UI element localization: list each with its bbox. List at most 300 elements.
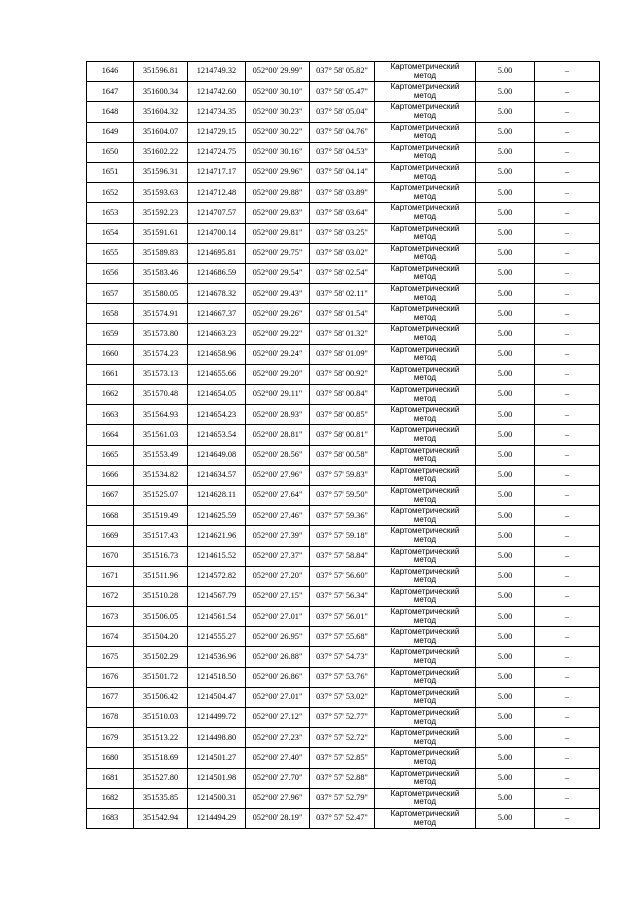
latitude-cell: 052°00' 27.96" bbox=[246, 465, 310, 485]
method-text-line: Картометрический bbox=[390, 607, 460, 617]
table-row bbox=[87, 82, 600, 102]
x-coordinate-cell: 351516.73 bbox=[134, 546, 188, 566]
x-coordinate-cell: 351535.85 bbox=[134, 788, 188, 808]
longitude-cell: 037° 58' 01.09" bbox=[310, 344, 375, 364]
accuracy-cell: 5.00 bbox=[476, 526, 535, 546]
longitude-cell: 037° 57' 59.18" bbox=[310, 526, 375, 546]
note-cell: – bbox=[535, 647, 600, 667]
longitude-cell: 037° 58' 05.04" bbox=[310, 102, 375, 122]
note-cell: – bbox=[535, 102, 600, 122]
method-text-line: метод bbox=[413, 333, 437, 343]
table-row bbox=[87, 465, 600, 485]
table-row bbox=[87, 162, 600, 182]
latitude-cell: 052°00' 27.01" bbox=[246, 687, 310, 707]
longitude-cell: 037° 58' 04.76" bbox=[310, 122, 375, 142]
method-text-line: Картометрический bbox=[390, 526, 460, 536]
table-row bbox=[87, 546, 600, 566]
accuracy-cell: 5.00 bbox=[476, 728, 535, 748]
method-text-line: Картометрический bbox=[390, 748, 460, 758]
method-cell bbox=[375, 405, 476, 425]
method-text-line: метод bbox=[413, 575, 437, 585]
longitude-cell: 037° 57' 58.84" bbox=[310, 546, 375, 566]
method-text-line: Картометрический bbox=[390, 728, 460, 738]
method-text-line: Картометрический bbox=[390, 546, 460, 556]
table-row bbox=[87, 223, 600, 243]
longitude-cell: 037° 57' 52.79" bbox=[310, 788, 375, 808]
point-number-cell: 1666 bbox=[87, 465, 134, 485]
method-text-line: метод bbox=[413, 171, 437, 181]
accuracy-cell: 5.00 bbox=[476, 808, 535, 828]
point-number-cell: 1676 bbox=[87, 667, 134, 687]
note-cell: – bbox=[535, 364, 600, 384]
method-text-line: Картометрический bbox=[390, 768, 460, 778]
note-cell: – bbox=[535, 506, 600, 526]
point-number-cell: 1673 bbox=[87, 607, 134, 627]
accuracy-cell: 5.00 bbox=[476, 667, 535, 687]
note-cell: – bbox=[535, 425, 600, 445]
x-coordinate-cell: 351573.80 bbox=[134, 324, 188, 344]
method-cell bbox=[375, 546, 476, 566]
y-coordinate-cell: 1214712.48 bbox=[188, 183, 246, 203]
accuracy-cell: 5.00 bbox=[476, 203, 535, 223]
table-row bbox=[87, 364, 600, 384]
method-cell bbox=[375, 586, 476, 606]
longitude-cell: 037° 57' 52.88" bbox=[310, 768, 375, 788]
latitude-cell: 052°00' 27.20" bbox=[246, 566, 310, 586]
table-body bbox=[87, 62, 600, 829]
y-coordinate-cell: 1214494.29 bbox=[188, 808, 246, 828]
table-row bbox=[87, 708, 600, 728]
table-row bbox=[87, 445, 600, 465]
note-cell: – bbox=[535, 566, 600, 586]
y-coordinate-cell: 1214717.17 bbox=[188, 162, 246, 182]
method-text-line: метод bbox=[413, 494, 437, 504]
note-cell: – bbox=[535, 768, 600, 788]
method-text-line: метод bbox=[413, 191, 437, 201]
method-text-line: метод bbox=[413, 615, 437, 625]
latitude-cell: 052°00' 29.20" bbox=[246, 364, 310, 384]
method-text-line: метод bbox=[413, 676, 437, 686]
method-text-line: метод bbox=[413, 70, 437, 80]
method-cell bbox=[375, 808, 476, 828]
accuracy-cell: 5.00 bbox=[476, 506, 535, 526]
method-cell bbox=[375, 304, 476, 324]
method-cell bbox=[375, 162, 476, 182]
x-coordinate-cell: 351517.43 bbox=[134, 526, 188, 546]
accuracy-cell: 5.00 bbox=[476, 546, 535, 566]
note-cell: – bbox=[535, 284, 600, 304]
y-coordinate-cell: 1214536.96 bbox=[188, 647, 246, 667]
method-text-line: Картометрический bbox=[390, 506, 460, 516]
x-coordinate-cell: 351510.03 bbox=[134, 708, 188, 728]
longitude-cell: 037° 58' 05.47" bbox=[310, 82, 375, 102]
method-text-line: метод bbox=[413, 534, 437, 544]
method-cell bbox=[375, 62, 476, 82]
method-cell bbox=[375, 263, 476, 283]
longitude-cell: 037° 58' 02.54" bbox=[310, 263, 375, 283]
point-number-cell: 1680 bbox=[87, 748, 134, 768]
method-text-line: Картометрический bbox=[390, 223, 460, 233]
accuracy-cell: 5.00 bbox=[476, 183, 535, 203]
point-number-cell: 1655 bbox=[87, 243, 134, 263]
method-cell bbox=[375, 82, 476, 102]
x-coordinate-cell: 351519.49 bbox=[134, 506, 188, 526]
x-coordinate-cell: 351602.22 bbox=[134, 142, 188, 162]
y-coordinate-cell: 1214707.57 bbox=[188, 203, 246, 223]
note-cell: – bbox=[535, 405, 600, 425]
accuracy-cell: 5.00 bbox=[476, 284, 535, 304]
accuracy-cell: 5.00 bbox=[476, 82, 535, 102]
longitude-cell: 037° 57' 55.68" bbox=[310, 627, 375, 647]
note-cell: – bbox=[535, 607, 600, 627]
longitude-cell: 037° 57' 56.60" bbox=[310, 566, 375, 586]
method-text-line: метод bbox=[413, 373, 437, 383]
x-coordinate-cell: 351574.23 bbox=[134, 344, 188, 364]
latitude-cell: 052°00' 29.88" bbox=[246, 183, 310, 203]
point-number-cell: 1647 bbox=[87, 82, 134, 102]
method-text-line: Картометрический bbox=[390, 385, 460, 394]
table-row bbox=[87, 344, 600, 364]
table-row bbox=[87, 788, 600, 808]
method-cell bbox=[375, 667, 476, 687]
x-coordinate-cell: 351553.49 bbox=[134, 445, 188, 465]
x-coordinate-cell: 351518.69 bbox=[134, 748, 188, 768]
latitude-cell: 052°00' 30.10" bbox=[246, 82, 310, 102]
point-number-cell: 1662 bbox=[87, 385, 134, 405]
longitude-cell: 037° 57' 54.73" bbox=[310, 647, 375, 667]
method-cell bbox=[375, 607, 476, 627]
note-cell: – bbox=[535, 485, 600, 505]
note-cell: – bbox=[535, 344, 600, 364]
accuracy-cell: 5.00 bbox=[476, 586, 535, 606]
y-coordinate-cell: 1214734.35 bbox=[188, 102, 246, 122]
y-coordinate-cell: 1214649.08 bbox=[188, 445, 246, 465]
note-cell: – bbox=[535, 142, 600, 162]
method-text-line: Картометрический bbox=[390, 324, 460, 334]
method-text-line: Картометрический bbox=[390, 203, 460, 213]
latitude-cell: 052°00' 27.39" bbox=[246, 526, 310, 546]
table-row bbox=[87, 263, 600, 283]
point-number-cell: 1664 bbox=[87, 425, 134, 445]
accuracy-cell: 5.00 bbox=[476, 62, 535, 82]
point-number-cell: 1646 bbox=[87, 62, 134, 82]
note-cell: – bbox=[535, 808, 600, 828]
method-text-line: метод bbox=[413, 110, 437, 120]
longitude-cell: 037° 58' 01.54" bbox=[310, 304, 375, 324]
y-coordinate-cell: 1214653.54 bbox=[188, 425, 246, 445]
method-text-line: Картометрический bbox=[390, 485, 460, 495]
accuracy-cell: 5.00 bbox=[476, 142, 535, 162]
latitude-cell: 052°00' 29.11" bbox=[246, 385, 310, 405]
table-row bbox=[87, 808, 600, 828]
latitude-cell: 052°00' 30.23" bbox=[246, 102, 310, 122]
method-text-line: Картометрический bbox=[390, 627, 460, 637]
accuracy-cell: 5.00 bbox=[476, 465, 535, 485]
table-row bbox=[87, 284, 600, 304]
method-cell bbox=[375, 768, 476, 788]
accuracy-cell: 5.00 bbox=[476, 223, 535, 243]
y-coordinate-cell: 1214654.05 bbox=[188, 385, 246, 405]
note-cell: – bbox=[535, 788, 600, 808]
x-coordinate-cell: 351583.46 bbox=[134, 263, 188, 283]
longitude-cell: 037° 58' 00.58" bbox=[310, 445, 375, 465]
latitude-cell: 052°00' 27.37" bbox=[246, 546, 310, 566]
method-cell bbox=[375, 243, 476, 263]
method-text-line: Картометрический bbox=[390, 263, 460, 273]
table-row bbox=[87, 506, 600, 526]
method-cell bbox=[375, 445, 476, 465]
latitude-cell: 052°00' 27.12" bbox=[246, 708, 310, 728]
method-text-line: метод bbox=[413, 131, 437, 141]
latitude-cell: 052°00' 27.64" bbox=[246, 485, 310, 505]
note-cell: – bbox=[535, 183, 600, 203]
accuracy-cell: 5.00 bbox=[476, 385, 535, 405]
point-number-cell: 1649 bbox=[87, 122, 134, 142]
table-row bbox=[87, 586, 600, 606]
x-coordinate-cell: 351573.13 bbox=[134, 364, 188, 384]
method-text-line: метод bbox=[413, 454, 437, 464]
x-coordinate-cell: 351580.05 bbox=[134, 284, 188, 304]
method-text-line: Картометрический bbox=[390, 304, 460, 314]
note-cell: – bbox=[535, 203, 600, 223]
y-coordinate-cell: 1214628.11 bbox=[188, 485, 246, 505]
x-coordinate-cell: 351542.94 bbox=[134, 808, 188, 828]
point-number-cell: 1670 bbox=[87, 546, 134, 566]
longitude-cell: 037° 58' 04.53" bbox=[310, 142, 375, 162]
longitude-cell: 037° 58' 05.82" bbox=[310, 62, 375, 82]
method-text-line: метод bbox=[413, 90, 437, 100]
method-cell bbox=[375, 142, 476, 162]
longitude-cell: 037° 58' 00.92" bbox=[310, 364, 375, 384]
point-number-cell: 1677 bbox=[87, 687, 134, 707]
accuracy-cell: 5.00 bbox=[476, 344, 535, 364]
longitude-cell: 037° 57' 56.34" bbox=[310, 586, 375, 606]
x-coordinate-cell: 351592.23 bbox=[134, 203, 188, 223]
x-coordinate-cell: 351504.20 bbox=[134, 627, 188, 647]
y-coordinate-cell: 1214625.59 bbox=[188, 506, 246, 526]
y-coordinate-cell: 1214634.57 bbox=[188, 465, 246, 485]
x-coordinate-cell: 351525.07 bbox=[134, 485, 188, 505]
table-row bbox=[87, 748, 600, 768]
longitude-cell: 037° 57' 53.76" bbox=[310, 667, 375, 687]
point-number-cell: 1653 bbox=[87, 203, 134, 223]
coordinates-table bbox=[86, 61, 600, 829]
method-cell bbox=[375, 203, 476, 223]
latitude-cell: 052°00' 30.16" bbox=[246, 142, 310, 162]
x-coordinate-cell: 351564.93 bbox=[134, 405, 188, 425]
method-cell bbox=[375, 485, 476, 505]
y-coordinate-cell: 1214695.81 bbox=[188, 243, 246, 263]
table-row bbox=[87, 324, 600, 344]
method-text-line: метод bbox=[413, 736, 437, 746]
method-cell bbox=[375, 788, 476, 808]
accuracy-cell: 5.00 bbox=[476, 102, 535, 122]
x-coordinate-cell: 351570.48 bbox=[134, 385, 188, 405]
longitude-cell: 037° 57' 52.72" bbox=[310, 728, 375, 748]
y-coordinate-cell: 1214724.75 bbox=[188, 142, 246, 162]
latitude-cell: 052°00' 29.99" bbox=[246, 62, 310, 82]
table-row bbox=[87, 607, 600, 627]
method-text-line: метод bbox=[413, 514, 437, 524]
note-cell: – bbox=[535, 728, 600, 748]
point-number-cell: 1671 bbox=[87, 566, 134, 586]
method-text-line: Картометрический bbox=[390, 122, 460, 132]
accuracy-cell: 5.00 bbox=[476, 788, 535, 808]
method-text-line: метод bbox=[413, 292, 437, 302]
note-cell: – bbox=[535, 586, 600, 606]
method-text-line: Картометрический bbox=[390, 183, 460, 193]
method-cell bbox=[375, 284, 476, 304]
latitude-cell: 052°00' 29.81" bbox=[246, 223, 310, 243]
method-text-line: Картометрический bbox=[390, 142, 460, 152]
point-number-cell: 1669 bbox=[87, 526, 134, 546]
x-coordinate-cell: 351511.96 bbox=[134, 566, 188, 586]
method-cell bbox=[375, 708, 476, 728]
method-text-line: метод bbox=[413, 797, 437, 807]
note-cell: – bbox=[535, 243, 600, 263]
x-coordinate-cell: 351596.81 bbox=[134, 62, 188, 82]
method-text-line: метод bbox=[413, 555, 437, 565]
longitude-cell: 037° 58' 00.84" bbox=[310, 385, 375, 405]
table-row bbox=[87, 405, 600, 425]
y-coordinate-cell: 1214501.98 bbox=[188, 768, 246, 788]
method-text-line: Картометрический bbox=[390, 102, 460, 112]
latitude-cell: 052°00' 28.93" bbox=[246, 405, 310, 425]
method-text-line: метод bbox=[413, 413, 437, 423]
latitude-cell: 052°00' 29.83" bbox=[246, 203, 310, 223]
method-text-line: метод bbox=[413, 232, 437, 242]
y-coordinate-cell: 1214504.47 bbox=[188, 687, 246, 707]
method-text-line: Картометрический bbox=[390, 284, 460, 294]
y-coordinate-cell: 1214499.72 bbox=[188, 708, 246, 728]
latitude-cell: 052°00' 29.96" bbox=[246, 162, 310, 182]
accuracy-cell: 5.00 bbox=[476, 364, 535, 384]
accuracy-cell: 5.00 bbox=[476, 768, 535, 788]
point-number-cell: 1661 bbox=[87, 364, 134, 384]
x-coordinate-cell: 351506.05 bbox=[134, 607, 188, 627]
point-number-cell: 1672 bbox=[87, 586, 134, 606]
table-row bbox=[87, 647, 600, 667]
point-number-cell: 1683 bbox=[87, 808, 134, 828]
method-text-line: Картометрический bbox=[390, 405, 460, 415]
method-text-line: метод bbox=[413, 474, 437, 484]
method-text-line: метод bbox=[413, 393, 437, 403]
method-text-line: Картометрический bbox=[390, 465, 460, 475]
x-coordinate-cell: 351589.83 bbox=[134, 243, 188, 263]
method-cell bbox=[375, 324, 476, 344]
y-coordinate-cell: 1214654.23 bbox=[188, 405, 246, 425]
method-cell bbox=[375, 687, 476, 707]
table-row bbox=[87, 142, 600, 162]
method-text-line: Картометрический bbox=[390, 586, 460, 596]
point-number-cell: 1678 bbox=[87, 708, 134, 728]
x-coordinate-cell: 351596.31 bbox=[134, 162, 188, 182]
latitude-cell: 052°00' 27.40" bbox=[246, 748, 310, 768]
note-cell: – bbox=[535, 546, 600, 566]
accuracy-cell: 5.00 bbox=[476, 324, 535, 344]
method-cell bbox=[375, 344, 476, 364]
note-cell: – bbox=[535, 748, 600, 768]
latitude-cell: 052°00' 27.46" bbox=[246, 506, 310, 526]
latitude-cell: 052°00' 26.95" bbox=[246, 627, 310, 647]
accuracy-cell: 5.00 bbox=[476, 566, 535, 586]
y-coordinate-cell: 1214742.60 bbox=[188, 82, 246, 102]
method-text-line: Картометрический bbox=[390, 708, 460, 717]
method-text-line: метод bbox=[413, 756, 437, 766]
table-row bbox=[87, 425, 600, 445]
y-coordinate-cell: 1214749.32 bbox=[188, 62, 246, 82]
x-coordinate-cell: 351501.72 bbox=[134, 667, 188, 687]
method-text-line: метод bbox=[413, 635, 437, 645]
x-coordinate-cell: 351591.61 bbox=[134, 223, 188, 243]
y-coordinate-cell: 1214561.54 bbox=[188, 607, 246, 627]
latitude-cell: 052°00' 29.75" bbox=[246, 243, 310, 263]
method-text-line: метод bbox=[413, 433, 437, 443]
y-coordinate-cell: 1214572.82 bbox=[188, 566, 246, 586]
point-number-cell: 1658 bbox=[87, 304, 134, 324]
table-row bbox=[87, 485, 600, 505]
table-row bbox=[87, 566, 600, 586]
method-text-line: Картометрический bbox=[390, 445, 460, 455]
point-number-cell: 1682 bbox=[87, 788, 134, 808]
y-coordinate-cell: 1214658.96 bbox=[188, 344, 246, 364]
note-cell: – bbox=[535, 223, 600, 243]
latitude-cell: 052°00' 27.23" bbox=[246, 728, 310, 748]
note-cell: – bbox=[535, 263, 600, 283]
note-cell: – bbox=[535, 385, 600, 405]
accuracy-cell: 5.00 bbox=[476, 405, 535, 425]
method-text-line: метод bbox=[413, 696, 437, 706]
method-text-line: метод bbox=[413, 595, 437, 605]
longitude-cell: 037° 58' 04.14" bbox=[310, 162, 375, 182]
point-number-cell: 1652 bbox=[87, 183, 134, 203]
x-coordinate-cell: 351561.03 bbox=[134, 425, 188, 445]
method-cell bbox=[375, 425, 476, 445]
point-number-cell: 1667 bbox=[87, 485, 134, 505]
method-text-line: Картометрический bbox=[390, 566, 460, 576]
latitude-cell: 052°00' 27.01" bbox=[246, 607, 310, 627]
longitude-cell: 037° 58' 03.89" bbox=[310, 183, 375, 203]
y-coordinate-cell: 1214500.31 bbox=[188, 788, 246, 808]
note-cell: – bbox=[535, 324, 600, 344]
method-cell bbox=[375, 465, 476, 485]
x-coordinate-cell: 351506.42 bbox=[134, 687, 188, 707]
x-coordinate-cell: 351604.07 bbox=[134, 122, 188, 142]
latitude-cell: 052°00' 27.15" bbox=[246, 586, 310, 606]
method-text-line: Картометрический bbox=[390, 788, 460, 798]
point-number-cell: 1663 bbox=[87, 405, 134, 425]
point-number-cell: 1679 bbox=[87, 728, 134, 748]
method-text-line: метод bbox=[413, 211, 437, 221]
note-cell: – bbox=[535, 304, 600, 324]
table-row bbox=[87, 526, 600, 546]
accuracy-cell: 5.00 bbox=[476, 162, 535, 182]
point-number-cell: 1675 bbox=[87, 647, 134, 667]
point-number-cell: 1651 bbox=[87, 162, 134, 182]
method-cell bbox=[375, 122, 476, 142]
x-coordinate-cell: 351574.91 bbox=[134, 304, 188, 324]
note-cell: – bbox=[535, 667, 600, 687]
latitude-cell: 052°00' 29.54" bbox=[246, 263, 310, 283]
table-row bbox=[87, 243, 600, 263]
method-text-line: Картометрический bbox=[390, 808, 460, 818]
y-coordinate-cell: 1214729.15 bbox=[188, 122, 246, 142]
x-coordinate-cell: 351502.29 bbox=[134, 647, 188, 667]
y-coordinate-cell: 1214663.23 bbox=[188, 324, 246, 344]
accuracy-cell: 5.00 bbox=[476, 122, 535, 142]
method-cell bbox=[375, 647, 476, 667]
method-cell bbox=[375, 364, 476, 384]
